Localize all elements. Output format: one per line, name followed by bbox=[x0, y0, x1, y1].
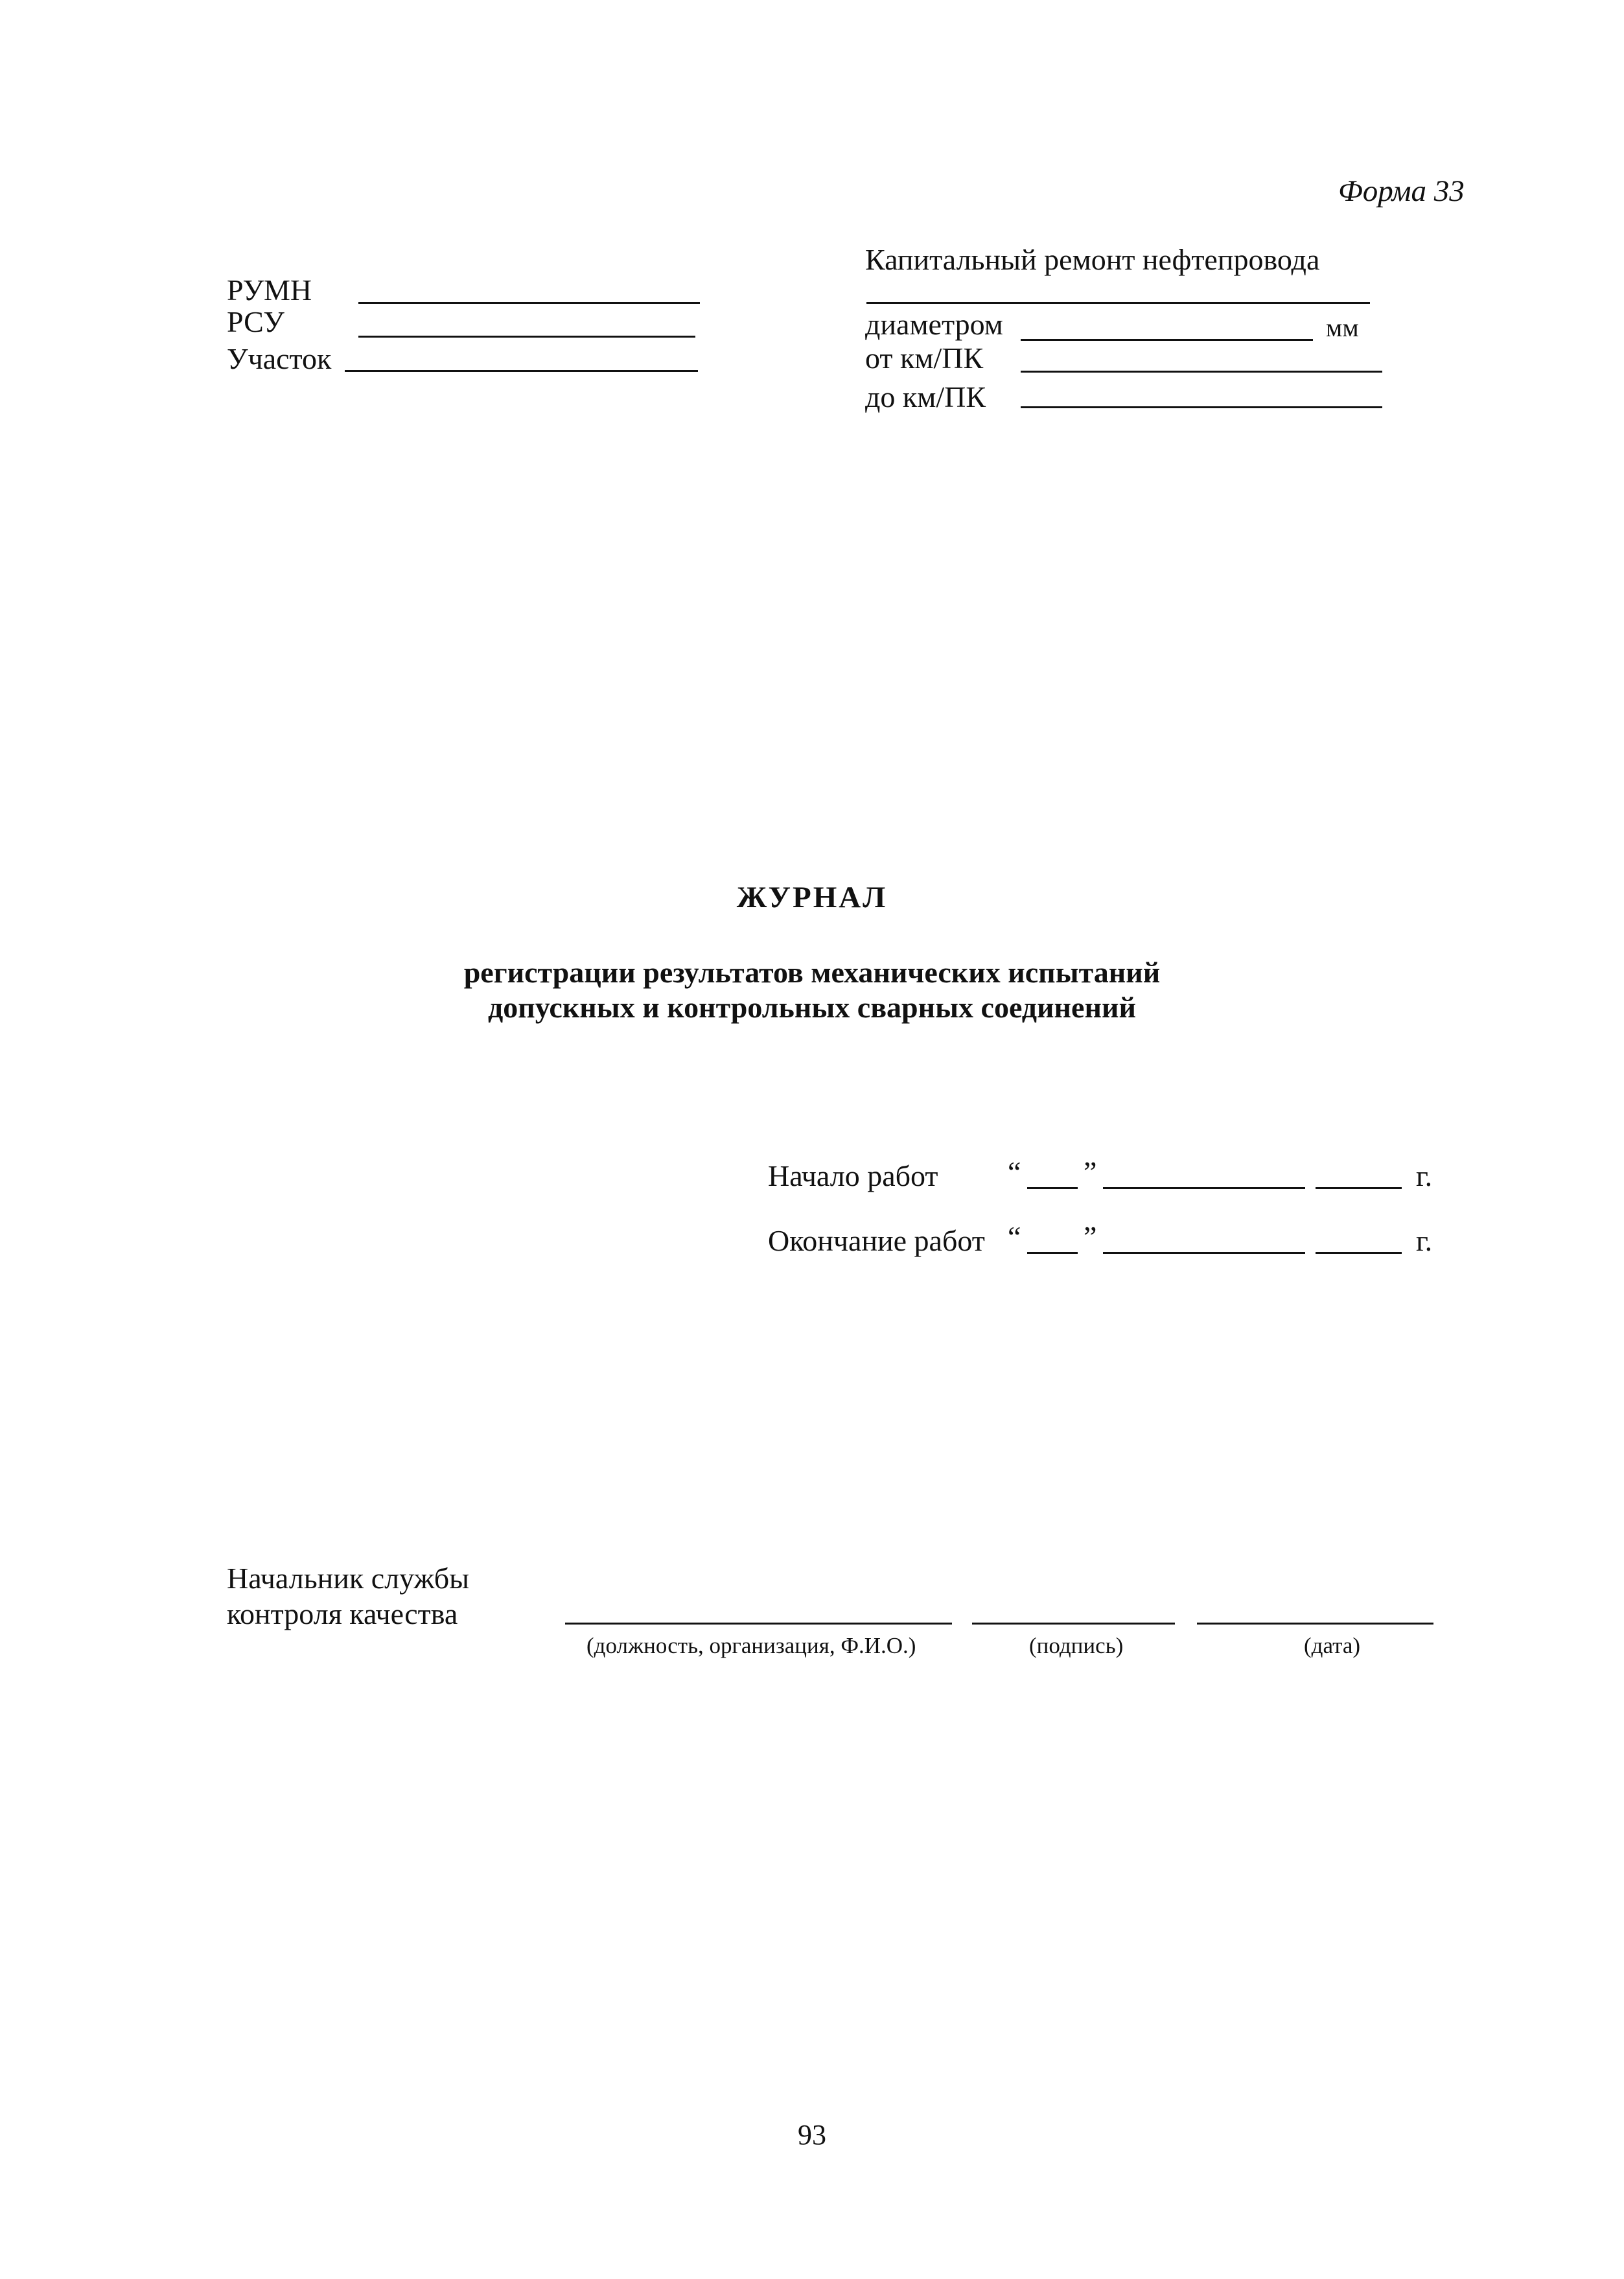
rumn-label: РУМН bbox=[227, 273, 312, 307]
start-year-suffix: г. bbox=[1416, 1159, 1433, 1192]
end-month-field[interactable] bbox=[1103, 1252, 1305, 1254]
sign-date-field[interactable] bbox=[1197, 1623, 1433, 1625]
rsu-label: РСУ bbox=[227, 305, 284, 338]
caption-position: (должность, организация, Ф.И.О.) bbox=[586, 1633, 916, 1658]
end-year-field[interactable] bbox=[1316, 1252, 1402, 1254]
signer-role-line2: контроля качества bbox=[227, 1597, 458, 1630]
section-field[interactable] bbox=[345, 370, 698, 372]
form-label: Форма 33 bbox=[1338, 174, 1465, 208]
from-km-label: от км/ПК bbox=[865, 341, 984, 375]
position-name-field[interactable] bbox=[565, 1623, 952, 1625]
end-day-field[interactable] bbox=[1027, 1252, 1078, 1254]
start-date-label: Начало работ bbox=[768, 1159, 938, 1192]
to-km-field[interactable] bbox=[1021, 406, 1382, 408]
end-date-label: Окончание работ bbox=[768, 1224, 985, 1257]
journal-subtitle-line1: регистрации результатов механических испытаний bbox=[463, 956, 1161, 989]
rumn-field[interactable] bbox=[358, 302, 700, 304]
end-year-suffix: г. bbox=[1416, 1224, 1433, 1257]
caption-date: (дата) bbox=[1304, 1633, 1361, 1658]
from-km-field[interactable] bbox=[1021, 371, 1382, 373]
caption-signature: (подпись) bbox=[1029, 1633, 1124, 1658]
end-close-quote: ” bbox=[1084, 1220, 1097, 1253]
section-label: Участок bbox=[227, 342, 332, 375]
to-km-label: до км/ПК bbox=[865, 380, 986, 413]
start-close-quote: ” bbox=[1084, 1155, 1097, 1188]
signer-role-line1: Начальник службы bbox=[227, 1562, 470, 1595]
diameter-field[interactable] bbox=[1021, 339, 1313, 341]
diameter-label: диаметром bbox=[865, 308, 1003, 341]
journal-subtitle-line2: допускных и контрольных сварных соединений bbox=[488, 991, 1136, 1024]
rsu-field[interactable] bbox=[358, 336, 695, 338]
repair-title: Капитальный ремонт нефтепровода bbox=[865, 243, 1320, 276]
start-year-field[interactable] bbox=[1316, 1187, 1402, 1189]
end-open-quote: “ bbox=[1008, 1220, 1021, 1253]
pipeline-name-field[interactable] bbox=[866, 302, 1370, 304]
journal-title: ЖУРНАЛ bbox=[736, 881, 888, 914]
signature-field[interactable] bbox=[972, 1623, 1175, 1625]
page-number: 93 bbox=[798, 2119, 826, 2151]
start-month-field[interactable] bbox=[1103, 1187, 1305, 1189]
start-open-quote: “ bbox=[1008, 1155, 1021, 1188]
start-day-field[interactable] bbox=[1027, 1187, 1078, 1189]
diameter-unit: мм bbox=[1326, 313, 1359, 342]
